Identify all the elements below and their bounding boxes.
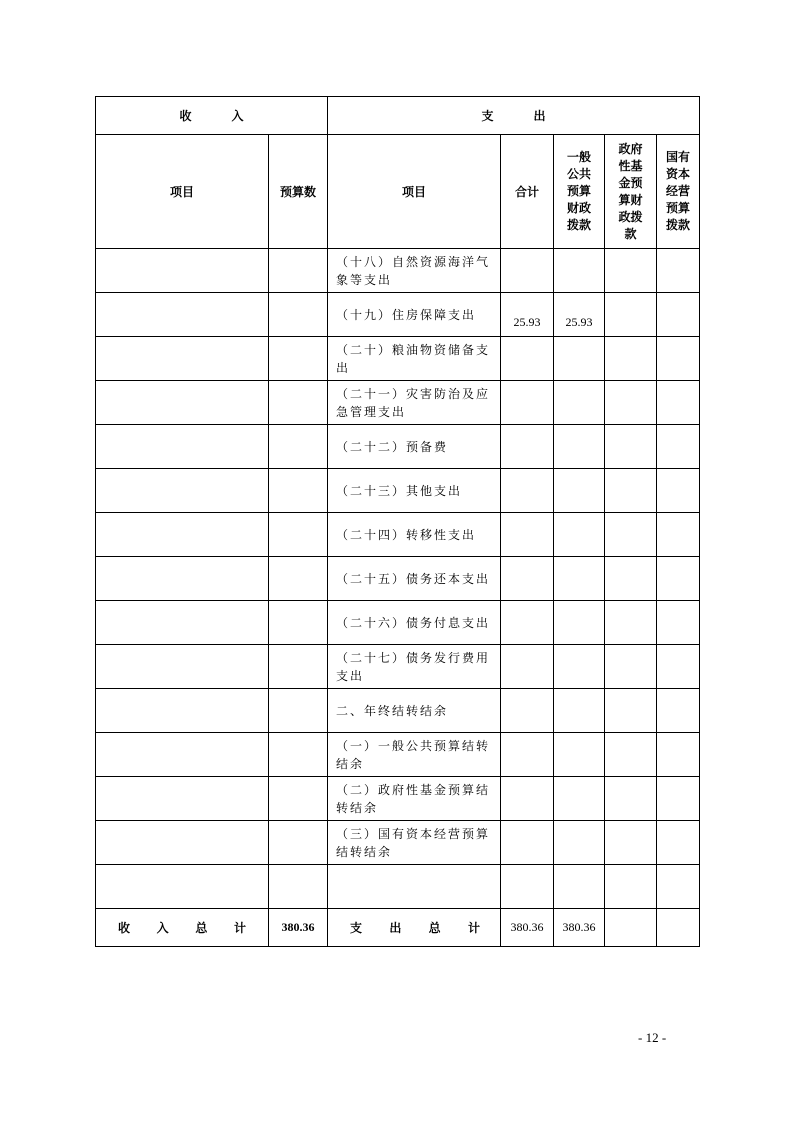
col-item-income: 项目 bbox=[96, 135, 269, 249]
fund-budget-cell bbox=[605, 821, 657, 865]
col-general-line: 一般 bbox=[566, 150, 591, 164]
state-capital-cell bbox=[657, 733, 700, 777]
fund-budget-cell bbox=[605, 513, 657, 557]
expense-total-cell bbox=[501, 601, 554, 645]
expense-total-cell bbox=[501, 513, 554, 557]
income-item-cell bbox=[96, 469, 269, 513]
general-budget-cell bbox=[554, 513, 605, 557]
state-capital-cell bbox=[657, 865, 700, 909]
fund-budget-cell bbox=[605, 249, 657, 293]
col-general-line: 财政 bbox=[566, 201, 591, 215]
state-capital-cell bbox=[657, 425, 700, 469]
col-state-line: 资本 bbox=[666, 167, 691, 181]
income-item-cell bbox=[96, 821, 269, 865]
col-general-line: 拨款 bbox=[566, 218, 591, 232]
expense-total-cell bbox=[501, 337, 554, 381]
income-budget-cell bbox=[269, 645, 328, 689]
income-total-label bbox=[96, 909, 269, 947]
table-row bbox=[96, 821, 700, 865]
expense-item-cell: （一）一般公共预算结转结余 bbox=[328, 733, 501, 777]
state-capital-cell bbox=[657, 249, 700, 293]
table-row bbox=[96, 645, 700, 689]
fund-budget-cell bbox=[605, 733, 657, 777]
expense-item-cell: （二十二）预备费 bbox=[328, 425, 501, 469]
fund-budget-cell bbox=[605, 337, 657, 381]
state-capital-cell bbox=[657, 513, 700, 557]
general-budget-cell bbox=[554, 601, 605, 645]
expense-total-cell bbox=[501, 777, 554, 821]
income-budget-cell bbox=[269, 469, 328, 513]
expense-total-cell bbox=[501, 865, 554, 909]
col-fund-line: 政府 bbox=[618, 141, 643, 156]
income-budget-cell bbox=[269, 557, 328, 601]
state-capital-cell bbox=[657, 337, 700, 381]
col-state-line: 拨款 bbox=[666, 218, 691, 232]
state-capital-cell bbox=[657, 557, 700, 601]
expense-total-label-char: 支 bbox=[350, 921, 363, 935]
state-total-cell bbox=[657, 909, 700, 947]
expense-total-cell bbox=[501, 425, 554, 469]
col-fund-line: 性基 bbox=[618, 158, 643, 173]
general-budget-cell bbox=[554, 645, 605, 689]
expense-item-cell: （二十四）转移性支出 bbox=[328, 513, 501, 557]
col-item-expense: 项目 bbox=[328, 135, 501, 249]
general-total-value: 380.36 bbox=[554, 909, 605, 947]
col-fund-line: 算财 bbox=[618, 192, 643, 207]
fund-budget-cell bbox=[605, 645, 657, 689]
col-budget: 预算数 bbox=[269, 135, 328, 249]
table-row bbox=[96, 425, 700, 469]
income-item-cell bbox=[96, 293, 269, 337]
expense-total-label-char: 总 bbox=[428, 921, 441, 935]
income-total-value: 380.36 bbox=[269, 909, 328, 947]
income-item-cell bbox=[96, 645, 269, 689]
table-row bbox=[96, 513, 700, 557]
income-budget-cell bbox=[269, 425, 328, 469]
table-row bbox=[96, 557, 700, 601]
income-item-cell bbox=[96, 557, 269, 601]
header-row-sub bbox=[96, 135, 700, 249]
expense-header-char-2: 出 bbox=[533, 109, 546, 123]
state-capital-cell bbox=[657, 381, 700, 425]
table-row bbox=[96, 601, 700, 645]
col-general-line: 公共 bbox=[566, 167, 591, 181]
state-capital-cell bbox=[657, 689, 700, 733]
income-budget-cell bbox=[269, 337, 328, 381]
income-item-cell bbox=[96, 733, 269, 777]
income-item-cell bbox=[96, 689, 269, 733]
income-budget-cell bbox=[269, 249, 328, 293]
expense-total-cell bbox=[501, 689, 554, 733]
table-row bbox=[96, 293, 700, 337]
col-total: 合计 bbox=[501, 135, 554, 249]
expense-item-cell: （二十七）债务发行费用支出 bbox=[328, 645, 501, 689]
expense-total-label bbox=[328, 909, 501, 947]
fund-budget-cell bbox=[605, 293, 657, 337]
income-budget-cell bbox=[269, 777, 328, 821]
expense-item-cell: （二十）粮油物资储备支出 bbox=[328, 337, 501, 381]
expense-item-cell: （二十三）其他支出 bbox=[328, 469, 501, 513]
income-budget-cell bbox=[269, 381, 328, 425]
income-budget-cell bbox=[269, 513, 328, 557]
col-state-line: 预算 bbox=[666, 201, 691, 215]
income-header-char-2: 入 bbox=[231, 109, 244, 123]
expense-total-cell bbox=[501, 381, 554, 425]
income-total-label-char: 入 bbox=[156, 921, 169, 935]
expense-total-label-char: 计 bbox=[467, 921, 480, 935]
income-item-cell bbox=[96, 425, 269, 469]
expense-item-cell: （十八）自然资源海洋气象等支出 bbox=[328, 249, 501, 293]
income-item-cell bbox=[96, 381, 269, 425]
fund-total-cell bbox=[605, 909, 657, 947]
col-state-line: 经营 bbox=[666, 184, 691, 198]
income-budget-cell bbox=[269, 821, 328, 865]
expense-total-cell bbox=[501, 469, 554, 513]
general-budget-cell bbox=[554, 557, 605, 601]
expense-total-cell: 25.93 bbox=[501, 293, 554, 337]
header-row-top bbox=[96, 97, 700, 135]
col-fund-line: 政拨 bbox=[618, 209, 643, 224]
expense-item-cell bbox=[328, 865, 501, 909]
fund-budget-cell bbox=[605, 557, 657, 601]
general-budget-cell bbox=[554, 249, 605, 293]
col-fund-line: 款 bbox=[624, 226, 637, 241]
budget-table bbox=[95, 96, 700, 947]
fund-budget-cell bbox=[605, 601, 657, 645]
expense-item-cell: 二、年终结转结余 bbox=[328, 689, 501, 733]
expense-item-cell: （三）国有资本经营预算结转结余 bbox=[328, 821, 501, 865]
expense-item-cell: （二十一）灾害防治及应急管理支出 bbox=[328, 381, 501, 425]
expense-item-cell: （二）政府性基金预算结转结余 bbox=[328, 777, 501, 821]
general-budget-cell bbox=[554, 425, 605, 469]
income-item-cell bbox=[96, 777, 269, 821]
general-budget-cell bbox=[554, 381, 605, 425]
table-row bbox=[96, 733, 700, 777]
fund-budget-cell bbox=[605, 777, 657, 821]
income-total-label-char: 总 bbox=[195, 921, 208, 935]
expense-header bbox=[328, 97, 700, 135]
expense-header-char-1: 支 bbox=[481, 109, 494, 123]
expense-total-cell bbox=[501, 557, 554, 601]
table-row bbox=[96, 381, 700, 425]
table-row bbox=[96, 689, 700, 733]
general-budget-cell bbox=[554, 689, 605, 733]
table-row bbox=[96, 865, 700, 909]
expense-item-cell: （二十五）债务还本支出 bbox=[328, 557, 501, 601]
income-item-cell bbox=[96, 513, 269, 557]
col-state-line: 国有 bbox=[666, 150, 691, 164]
general-budget-cell bbox=[554, 821, 605, 865]
table-row bbox=[96, 469, 700, 513]
general-budget-cell bbox=[554, 337, 605, 381]
table-row bbox=[96, 337, 700, 381]
expense-total-cell bbox=[501, 733, 554, 777]
income-budget-cell bbox=[269, 689, 328, 733]
general-budget-cell bbox=[554, 777, 605, 821]
income-item-cell bbox=[96, 337, 269, 381]
fund-budget-cell bbox=[605, 469, 657, 513]
state-capital-cell bbox=[657, 821, 700, 865]
fund-budget-cell bbox=[605, 865, 657, 909]
income-budget-cell bbox=[269, 601, 328, 645]
state-capital-cell bbox=[657, 645, 700, 689]
fund-budget-cell bbox=[605, 381, 657, 425]
col-fund-line: 金预 bbox=[618, 175, 643, 190]
totals-row bbox=[96, 909, 700, 947]
expense-total-label-char: 出 bbox=[389, 921, 402, 935]
expense-item-cell: （二十六）债务付息支出 bbox=[328, 601, 501, 645]
income-total-label-char: 收 bbox=[118, 921, 131, 935]
income-header-char-1: 收 bbox=[179, 109, 192, 123]
expense-item-cell: （十九）住房保障支出 bbox=[328, 293, 501, 337]
state-capital-cell bbox=[657, 293, 700, 337]
col-general-budget bbox=[554, 135, 605, 249]
income-total-label-char: 计 bbox=[233, 921, 246, 935]
state-capital-cell bbox=[657, 777, 700, 821]
fund-budget-cell bbox=[605, 425, 657, 469]
expense-total-cell bbox=[501, 821, 554, 865]
income-item-cell bbox=[96, 865, 269, 909]
income-header bbox=[96, 97, 328, 135]
income-item-cell bbox=[96, 601, 269, 645]
table-row bbox=[96, 249, 700, 293]
col-fund-budget bbox=[605, 135, 657, 249]
income-budget-cell bbox=[269, 733, 328, 777]
general-budget-cell: 25.93 bbox=[554, 293, 605, 337]
fund-budget-cell bbox=[605, 689, 657, 733]
general-budget-cell bbox=[554, 469, 605, 513]
expense-total-cell bbox=[501, 645, 554, 689]
expense-total-value: 380.36 bbox=[501, 909, 554, 947]
income-item-cell bbox=[96, 249, 269, 293]
col-state-capital bbox=[657, 135, 700, 249]
page-number: - 12 - bbox=[638, 1030, 667, 1045]
income-budget-cell bbox=[269, 865, 328, 909]
col-general-line: 预算 bbox=[566, 184, 591, 198]
table-row bbox=[96, 777, 700, 821]
state-capital-cell bbox=[657, 601, 700, 645]
state-capital-cell bbox=[657, 469, 700, 513]
general-budget-cell bbox=[554, 733, 605, 777]
general-budget-cell bbox=[554, 865, 605, 909]
income-budget-cell bbox=[269, 293, 328, 337]
expense-total-cell bbox=[501, 249, 554, 293]
